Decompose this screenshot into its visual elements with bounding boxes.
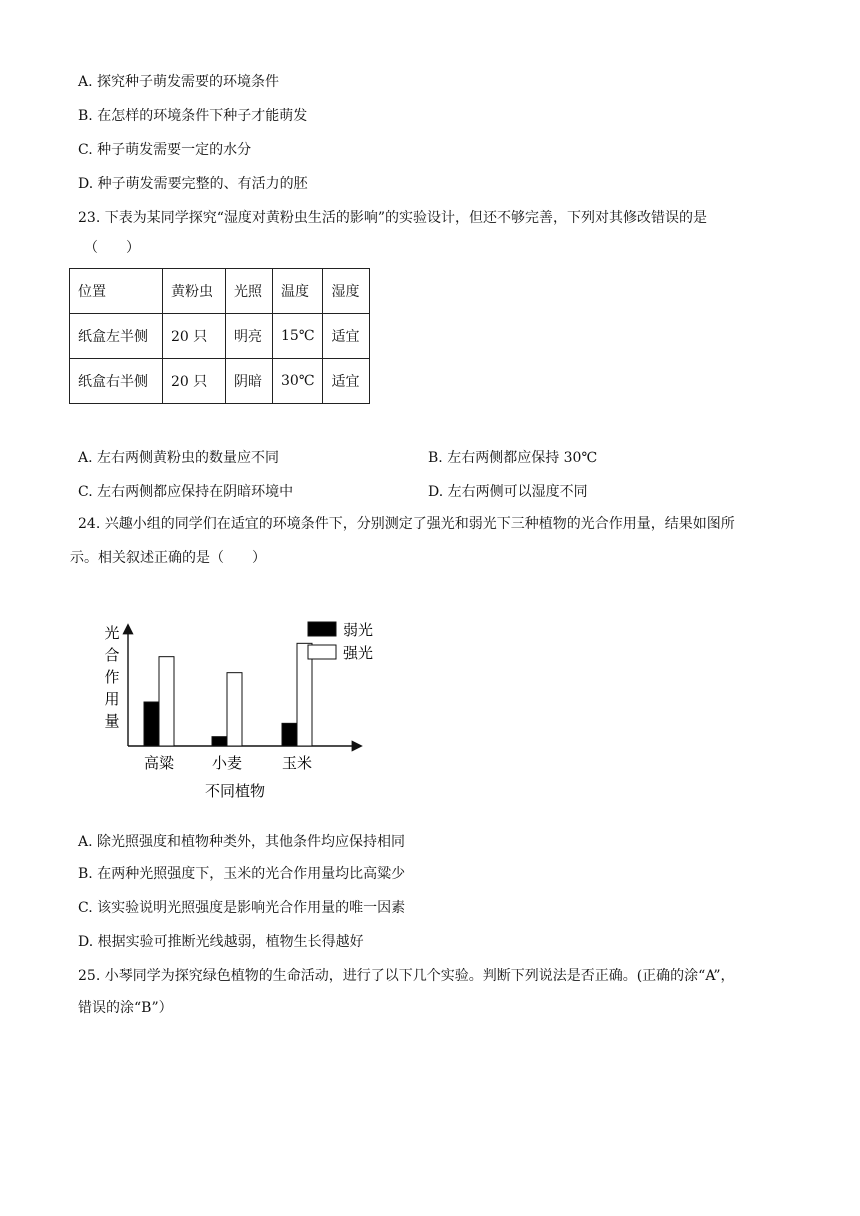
- table-cell: 明亮: [226, 314, 273, 359]
- table-cell: 适宜: [323, 314, 370, 359]
- table-header-row: [70, 269, 370, 314]
- table-cell: 纸盒左半侧: [70, 314, 163, 359]
- x-axis-label: 不同植物: [204, 782, 266, 800]
- q25-stem-line1: 25. 小琴同学为探究绿色植物的生命活动，进行了以下几个实验。判断下列说法是否正确。(正确的涂“A”，: [78, 968, 735, 984]
- photosynthesis-bar-chart: [90, 612, 390, 812]
- q24-option-b: B. 在两种光照强度下，玉米的光合作用量均比高粱少: [78, 866, 406, 882]
- table-cell: 15℃: [273, 314, 323, 359]
- q25-stem-line2: 错误的涂“B”）: [78, 1000, 173, 1016]
- q22-option-a: A. 探究种子萌发需要的环境条件: [78, 74, 280, 90]
- q24-option-d: D. 根据实验可推断光线越弱，植物生长得越好: [78, 934, 364, 950]
- legend-swatch-强光: [308, 645, 336, 659]
- table-cell: 20 只: [163, 359, 226, 404]
- bar-强光-小麦: [227, 673, 242, 746]
- experiment-table: [69, 268, 370, 404]
- table-cell: 30℃: [273, 359, 323, 404]
- table-cell: 20 只: [163, 314, 226, 359]
- q22-option-b: B. 在怎样的环境条件下种子才能萌发: [78, 108, 308, 124]
- table-header-cell: 黄粉虫: [163, 269, 226, 314]
- bar-弱光-玉米: [282, 723, 297, 746]
- bar-强光-高粱: [159, 657, 174, 746]
- category-label: 小麦: [211, 754, 243, 772]
- q23-option-b: B. 左右两侧都应保持 30℃: [428, 450, 598, 466]
- category-label: 高粱: [143, 754, 175, 772]
- q23-option-d: D. 左右两侧可以湿度不同: [428, 484, 588, 500]
- q23-answer-paren: （ ）: [84, 240, 140, 256]
- q23-option-a: A. 左右两侧黄粉虫的数量应不同: [78, 450, 280, 466]
- q24-option-c: C. 该实验说明光照强度是影响光合作用量的唯一因素: [78, 900, 406, 916]
- y-axis-label-text: 光合作用量: [104, 624, 120, 730]
- category-label: 玉米: [281, 754, 313, 772]
- bar-弱光-小麦: [212, 737, 227, 746]
- table-header-cell: 温度: [273, 269, 323, 314]
- legend-swatch-弱光: [308, 622, 336, 636]
- q24-stem-line1: 24. 兴趣小组的同学们在适宜的环境条件下，分别测定了强光和弱光下三种植物的光合作用量，结果如图所: [78, 516, 735, 532]
- table-cell: 纸盒右半侧: [70, 359, 163, 404]
- legend-label-强光: 强光: [343, 644, 374, 662]
- table-row: [70, 359, 370, 404]
- table-header-cell: 光照: [226, 269, 273, 314]
- table-header-cell: 位置: [70, 269, 163, 314]
- table-row: [70, 314, 370, 359]
- q24-stem-line2: 示。相关叙述正确的是（ ）: [70, 550, 266, 566]
- q23-stem: 23. 下表为某同学探究“湿度对黄粉虫生活的影响”的实验设计，但还不够完善，下列对其修改错误的是: [78, 210, 708, 226]
- q24-option-a: A. 除光照强度和植物种类外，其他条件均应保持相同: [78, 834, 406, 850]
- table-cell: 适宜: [323, 359, 370, 404]
- y-axis-label: [104, 624, 119, 730]
- bar-弱光-高粱: [144, 702, 159, 746]
- table-header-cell: 湿度: [323, 269, 370, 314]
- q23-option-c: C. 左右两侧都应保持在阴暗环境中: [78, 484, 294, 500]
- q22-option-d: D. 种子萌发需要完整的、有活力的胚: [78, 176, 308, 192]
- q22-option-c: C. 种子萌发需要一定的水分: [78, 142, 252, 158]
- legend-label-弱光: 弱光: [343, 621, 374, 639]
- table-cell: 阴暗: [226, 359, 273, 404]
